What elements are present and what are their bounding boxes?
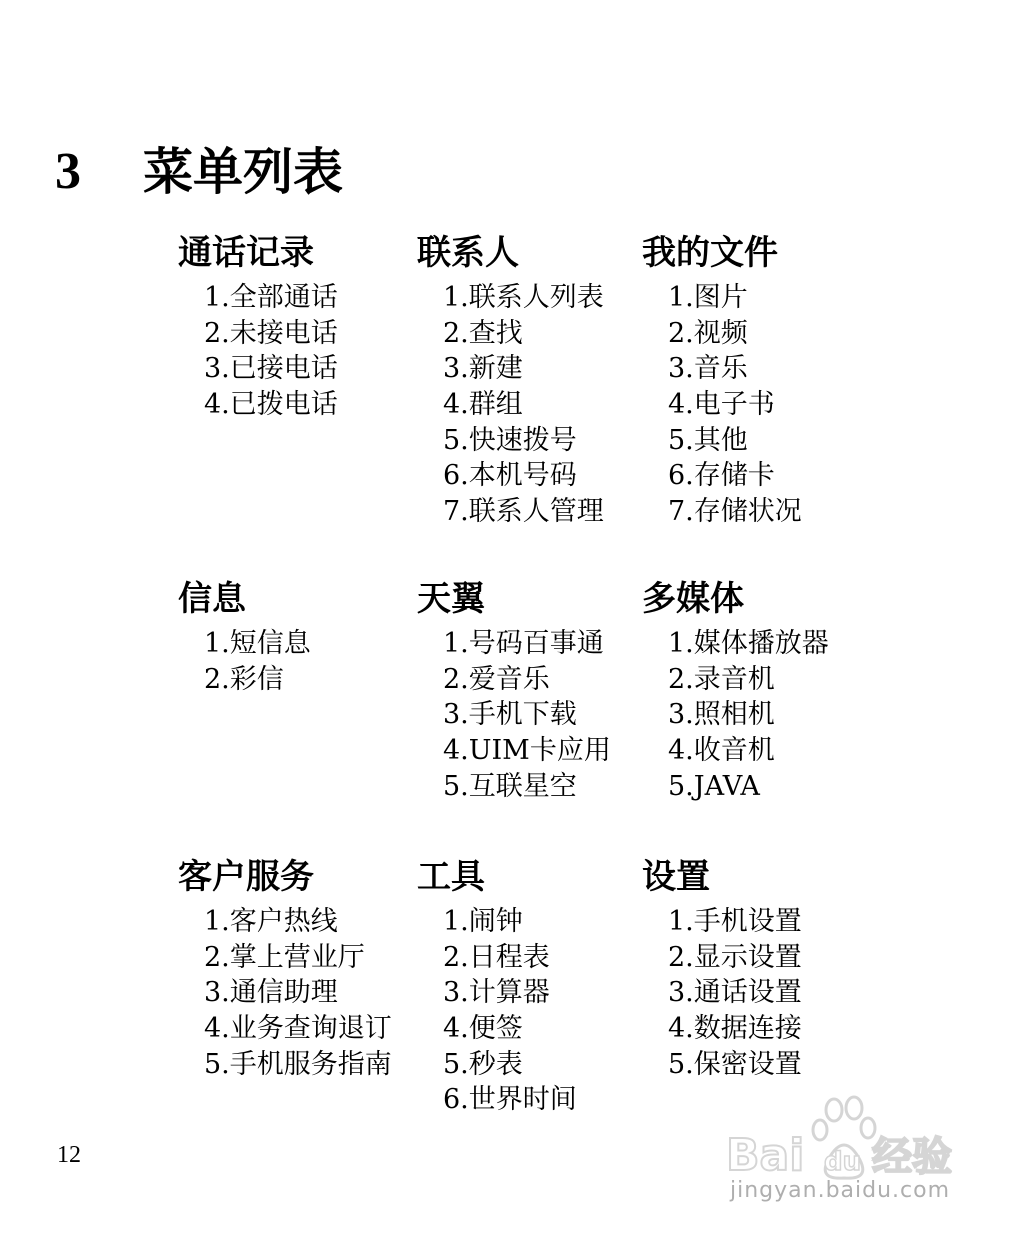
page-number: 12 [57,1142,81,1168]
list-item: 5.快速拨号 [443,424,577,456]
list-item: 4.UIM卡应用 [443,735,611,767]
list-item: 3.计算器 [443,977,550,1009]
list-item: 3.通信助理 [204,977,338,1009]
list-item: 4.收音机 [668,735,775,767]
list-item: 4.数据连接 [668,1013,802,1045]
section-title: 客户服务 [178,857,314,897]
section-messages [178,579,311,697]
list-item: 1.闹钟 [443,906,523,937]
svg-text:Bai: Bai [726,1130,805,1181]
section-items [178,626,311,697]
list-item: 2.显示设置 [668,941,802,973]
list-item: 4.电子书 [668,389,775,421]
section-items [178,904,392,1082]
list-item: 3.音乐 [668,353,748,385]
section-items [642,626,829,804]
list-item: 2.录音机 [668,663,775,695]
section-call-log [178,233,338,423]
list-item: 5.其他 [668,424,748,456]
svg-text:du: du [824,1147,862,1177]
list-item: 2.掌上营业厅 [204,941,365,973]
section-items [642,904,802,1082]
list-item: 3.照相机 [668,699,775,731]
list-item: 3.通话设置 [668,977,802,1009]
list-item: 5.JAVA [668,770,760,802]
section-title: 工具 [417,857,485,897]
section-contacts [417,233,604,530]
section-title: 联系人 [417,233,519,273]
watermark-url: jingyan.baidu.com [730,1178,951,1203]
section-title: 信息 [178,579,246,619]
section-title: 多媒体 [642,579,744,619]
list-item: 4.便签 [443,1013,523,1045]
list-item: 4.群组 [443,389,523,421]
list-item: 2.查找 [443,317,523,349]
list-item: 5.手机服务指南 [204,1048,392,1080]
list-item: 3.手机下载 [443,699,577,731]
list-item: 5.互联星空 [443,770,577,802]
section-items [642,280,802,530]
chapter-number: 3 [55,143,81,200]
section-customer-service [178,857,392,1082]
list-item: 2.日程表 [443,941,550,973]
list-item: 1.联系人列表 [443,282,604,313]
section-tianyi [417,579,611,804]
list-item: 2.彩信 [204,663,284,695]
list-item: 6.存储卡 [668,460,775,492]
section-title: 天翼 [417,579,485,619]
section-my-files [642,233,802,530]
section-items [178,280,338,423]
list-item: 5.保密设置 [668,1048,802,1080]
list-item: 2.未接电话 [204,317,338,349]
list-item: 7.存储状况 [668,496,802,528]
list-item: 6.世界时间 [443,1084,577,1116]
section-tools [417,857,577,1118]
chapter-title: 菜单列表 [143,143,343,201]
section-multimedia [642,579,829,804]
section-items [417,280,604,530]
list-item: 1.手机设置 [668,906,802,937]
list-item: 5.秒表 [443,1048,523,1080]
list-item: 1.短信息 [204,628,311,659]
list-item: 3.已接电话 [204,353,338,385]
section-items [417,904,577,1118]
list-item: 4.业务查询退订 [204,1013,392,1045]
list-item: 1.媒体播放器 [668,628,829,659]
section-title: 设置 [642,857,710,897]
list-item: 1.号码百事通 [443,628,604,659]
list-item: 6.本机号码 [443,460,577,492]
chapter-heading [55,140,343,204]
section-title: 通话记录 [178,233,314,273]
svg-text:经验: 经验 [872,1134,952,1180]
section-settings [642,857,802,1082]
list-item: 4.已拨电话 [204,389,338,421]
section-items [417,626,611,804]
list-item: 2.视频 [668,317,748,349]
list-item: 3.新建 [443,353,523,385]
list-item: 2.爱音乐 [443,663,550,695]
section-title: 我的文件 [642,233,778,273]
list-item: 1.客户热线 [204,906,338,937]
list-item: 1.图片 [668,282,748,313]
list-item: 7.联系人管理 [443,496,604,528]
list-item: 1.全部通话 [204,282,338,313]
